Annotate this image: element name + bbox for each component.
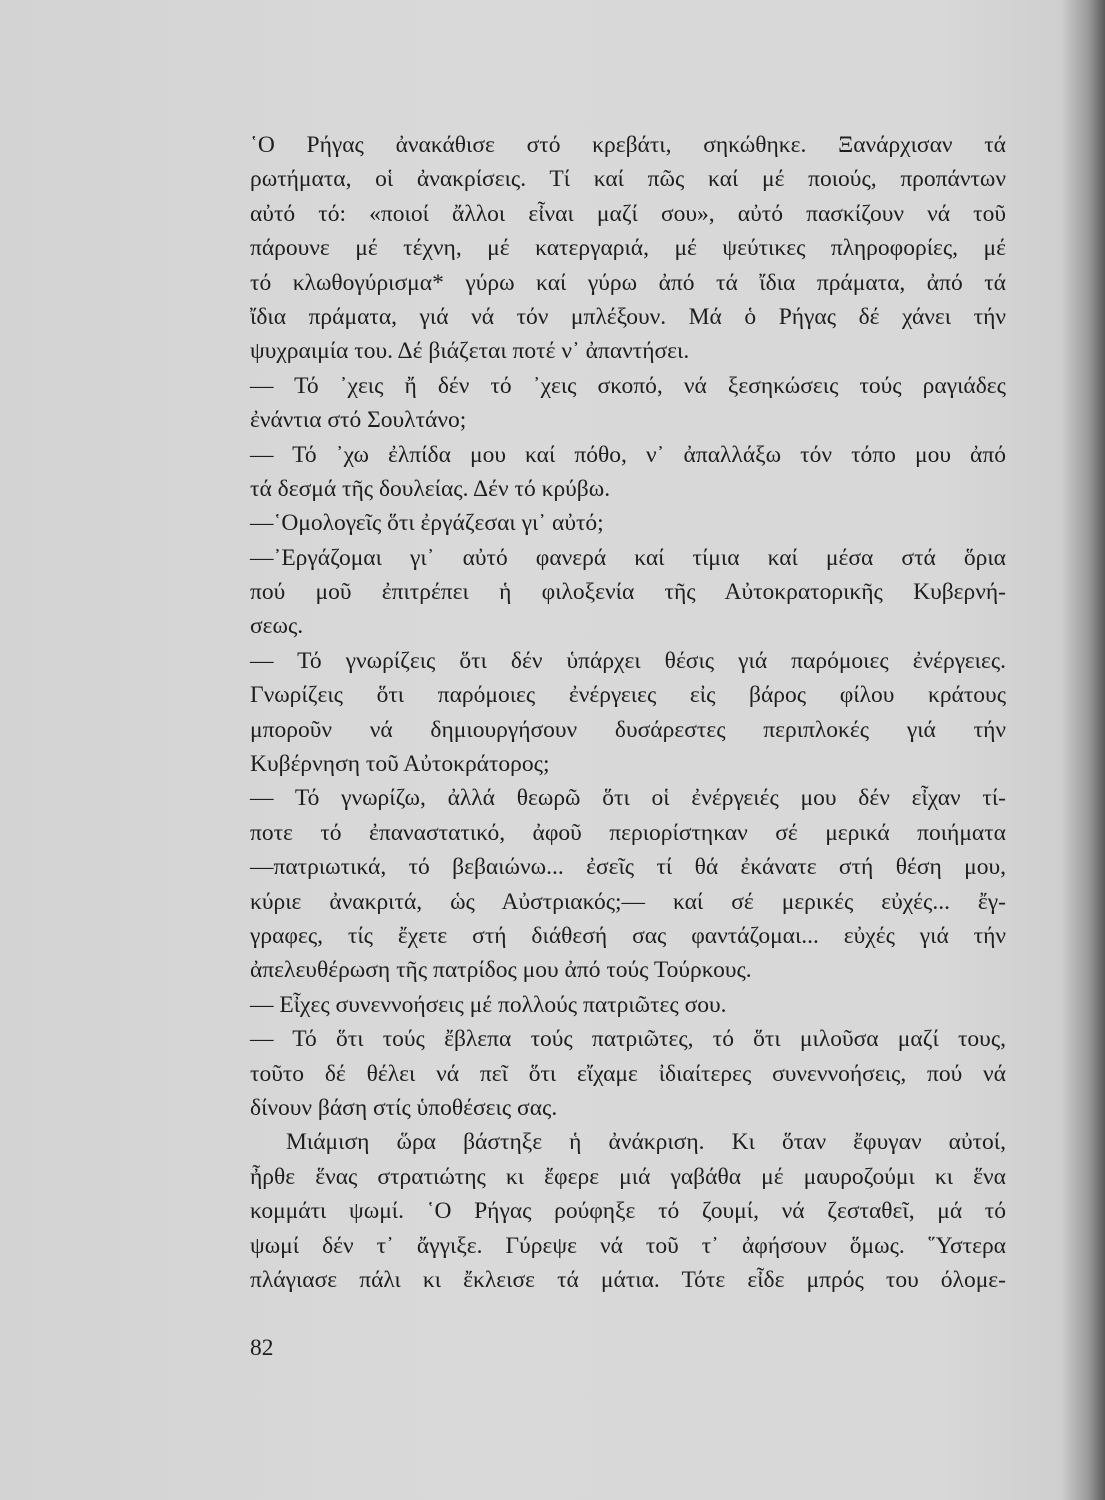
text-line: τοῦτο δέ θέλει νά πεῖ ὅτι εἴχαμε ἰδιαίτερες συνεννοήσεις, πού νά <box>250 1060 1006 1087</box>
text-line: γραφες, τίς ἔχετε στή διάθεσή σας φαντάζομαι... εὐχές γιά τήν <box>250 922 1006 949</box>
text-line: Γνωρίζεις ὅτι παρόμοιες ἐνέργειες εἰς βάρος φίλου κράτους <box>250 682 1006 709</box>
text-line: κομμάτι ψωμί. ῾Ο Ρήγας ρούφηξε τό ζουμί, νά ζεσταθεῖ, μά τό <box>250 1198 1006 1225</box>
text-line: δίνουν βάση στίς ὑποθέσεις σας. <box>250 1094 558 1121</box>
text-line: ρωτήματα, οἱ ἀνακρίσεις. Τί καί πῶς καί μέ ποιούς, προπάντων <box>250 166 1006 193</box>
text-line: Μιάμιση ὥρα βάστηξε ἡ ἀνάκριση. Κι ὅταν ἔφυγαν αὐτοί, <box>286 1129 1006 1156</box>
text-line: —᾽Εργάζομαι γι᾽ αὐτό φανερά καί τίμια καί μέσα στά ὅρια <box>250 544 1006 571</box>
text-line: ἀπελευθέρωση τῆς πατρίδος μου ἀπό τούς Τούρκους. <box>250 957 752 984</box>
text-line: —πατριωτικά, τό βεβαιώνω... ἐσεῖς τί θά ἐκάνατε στή θέση μου, <box>250 854 1006 881</box>
text-line: πάρουνε μέ τέχνη, μέ κατεργαριά, μέ ψεύτικες πληροφορίες, μέ <box>250 235 1006 262</box>
text-line: ἴδια πράματα, γιά νά τόν μπλέξουν. Μά ὁ Ρήγας δέ χάνει τήν <box>250 303 1006 330</box>
body-text <box>250 128 1006 1297</box>
text-line: — Τό γνωρίζεις ὅτι δέν ὑπάρχει θέσις γιά παρόμοιες ἐνέργειες. <box>250 647 1006 674</box>
text-line: — Τό ὅτι τούς ἔβλεπα τούς πατριῶτες, τό ὅτι μιλοῦσα μαζί τους, <box>250 1026 1006 1053</box>
page-number: 82 <box>250 1335 274 1361</box>
text-line: — Τό ᾽χω ἐλπίδα μου καί πόθο, ν᾽ ἀπαλλάξω τόν τόπο μου ἀπό <box>250 441 1006 468</box>
text-line: σεως. <box>250 613 304 640</box>
text-line: Κυβέρνηση τοῦ Αὐτοκράτορος; <box>250 751 550 778</box>
text-line: ἐνάντια στό Σουλτάνο; <box>250 407 467 434</box>
text-line: τό κλωθογύρισμα* γύρω καί γύρω ἀπό τά ἴδια πράματα, ἀπό τά <box>250 269 1006 296</box>
text-line: — Τό ᾽χεις ἤ δέν τό ᾽χεις σκοπό, νά ξεσηκώσεις τούς ραγιάδες <box>250 372 1006 399</box>
text-line: κύριε ἀνακριτά, ὡς Αὐστριακός;— καί σέ μερικές εὐχές... ἔγ- <box>250 888 1006 915</box>
text-line: μποροῦν νά δημιουργήσουν δυσάρεστες περιπλοκές γιά τήν <box>250 716 1006 743</box>
text-line: — Εἶχες συνεννοήσεις μέ πολλούς πατριῶτες σου. <box>250 991 727 1018</box>
text-line: αὐτό τό: «ποιοί ἄλλοι εἶναι μαζί σου», αὐτό πασκίζουν νά τοῦ <box>250 200 1006 227</box>
text-line: ἦρθε ἕνας στρατιώτης κι ἔφερε μιά γαβάθα μέ μαυροζούμι κι ἕνα <box>250 1163 1006 1190</box>
text-line: ψωμί δέν τ᾽ ἄγγιξε. Γύρεψε νά τοῦ τ᾽ ἀφήσουν ὅμως. ῞Υστερα <box>250 1232 1006 1259</box>
text-line: ῾Ο Ρήγας ἀνακάθισε στό κρεβάτι, σηκώθηκε. Ξανάρχισαν τά <box>250 132 1006 158</box>
text-line: τά δεσμά τῆς δουλείας. Δέν τό κρύβω. <box>250 475 611 502</box>
text-line: — Τό γνωρίζω, ἀλλά θεωρῶ ὅτι οἱ ἐνέργειές μου δέν εἶχαν τί- <box>250 785 1006 812</box>
text-line: ψυχραιμία του. Δέ βιάζεται ποτέ ν᾽ ἀπαντήσει. <box>250 338 690 365</box>
text-line: πλάγιασε πάλι κι ἔκλεισε τά μάτια. Τότε εἶδε μπρός του όλομε- <box>250 1266 1006 1293</box>
text-line: πού μοῦ ἐπιτρέπει ἡ φιλοξενία τῆς Αὐτοκρατορικῆς Κυβερνή- <box>250 579 1006 606</box>
text-line: —῾Ομολογεῖς ὅτι ἐργάζεσαι γι᾽ αὐτό; <box>250 510 604 537</box>
text-line: ποτε τό ἐπαναστατικό, ἀφοῦ περιορίστηκαν σέ μερικά ποιήματα <box>250 819 1006 846</box>
